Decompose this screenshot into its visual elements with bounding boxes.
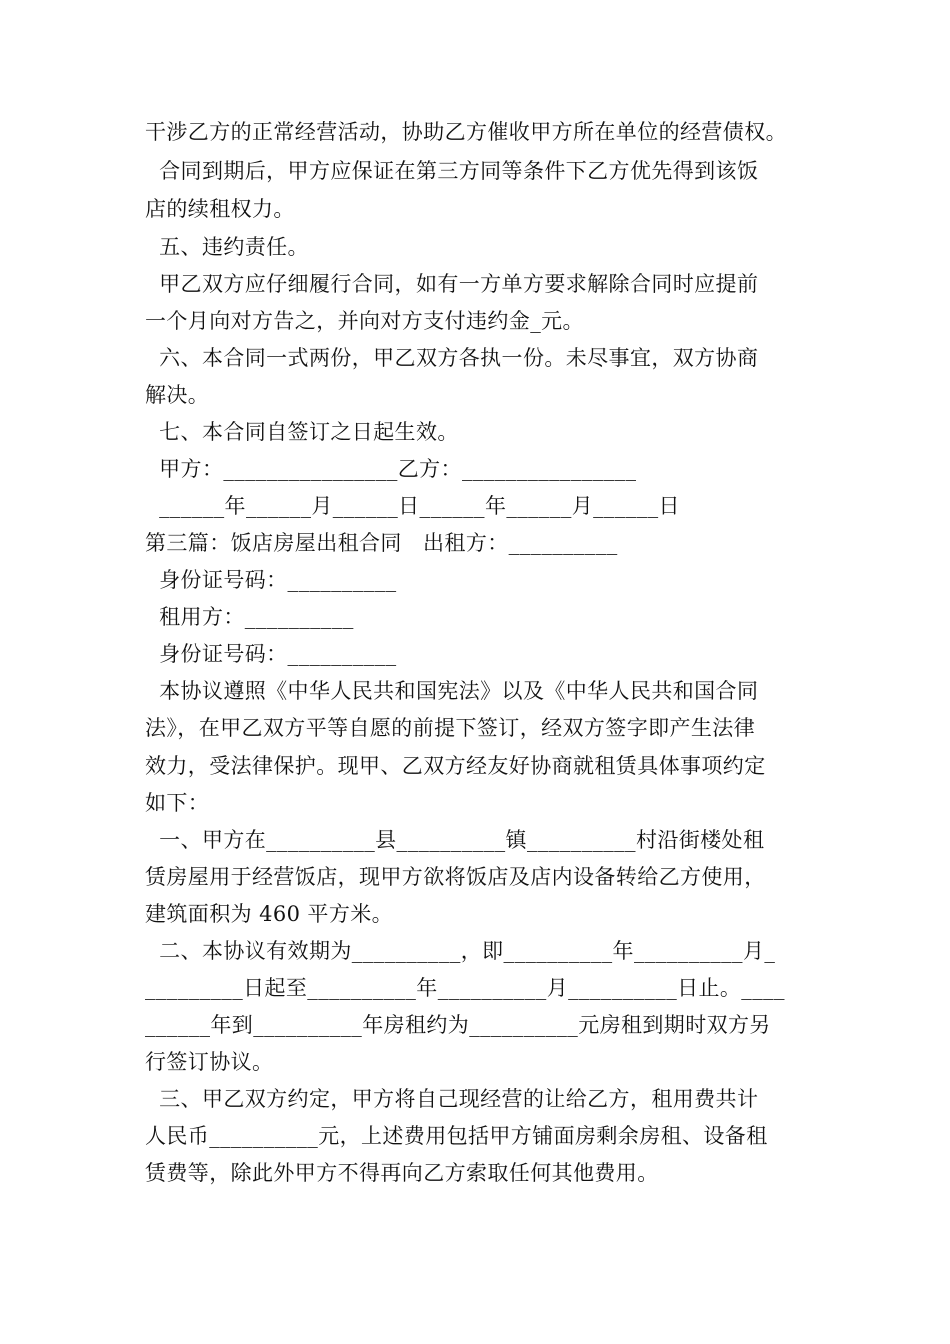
text-line: 如下： <box>145 791 210 815</box>
text-line: ______年到__________年房租约为__________元房租到期时双方另 <box>145 1013 771 1037</box>
text-line: 行签订协议。 <box>145 1050 274 1074</box>
text-line: 干涉乙方的正常经营活动，协助乙方催收甲方所在单位的经营债权。 <box>145 120 787 144</box>
text-line: 七、本合同自签订之日起生效。 <box>145 420 459 444</box>
form-field-line: 身份证号码：__________ <box>145 642 397 666</box>
form-field-line: 租用方：__________ <box>145 605 354 629</box>
text-line: 本协议遵照《中华人民共和国宪法》以及《中华人民共和国合同 <box>145 679 759 703</box>
text-line: _________日起至__________年__________月__________日止。____ <box>145 976 785 1000</box>
text-line: 建筑面积为 460 平方米。 <box>145 902 394 926</box>
text-line: 一、甲方在__________县__________镇__________村沿街楼处租 <box>145 828 765 852</box>
text-line: 赁房屋用于经营饭店，现甲方欲将饭店及店内设备转给乙方使用， <box>145 865 766 889</box>
text-line: 合同到期后，甲方应保证在第三方同等条件下乙方优先得到该饭 <box>145 159 759 183</box>
text-line: 效力，受法律保护。现甲、乙双方经友好协商就租赁具体事项约定 <box>145 754 766 778</box>
text-line: 赁费等，除此外甲方不得再向乙方索取任何其他费用。 <box>145 1161 659 1185</box>
text-line: 三、甲乙双方约定，甲方将自己现经营的让给乙方，租用费共计 <box>145 1087 759 1111</box>
text-line: 一个月向对方告之，并向对方支付违约金_元。 <box>145 309 584 333</box>
date-line: ______年______月______日______年______月______日 <box>145 494 680 518</box>
text-line: 甲乙双方应仔细履行合同，如有一方单方要求解除合同时应提前 <box>145 272 759 296</box>
text-line: 六、本合同一式两份，甲乙双方各执一份。未尽事宜，双方协商 <box>145 346 759 370</box>
text-line: 店的续租权力。 <box>145 197 295 221</box>
text-line: 解决。 <box>145 383 210 407</box>
text-line: 人民币__________元，上述费用包括甲方铺面房剩余房租、设备租 <box>145 1124 768 1148</box>
form-field-line: 身份证号码：__________ <box>145 568 397 592</box>
signature-line: 甲方：________________乙方：________________ <box>145 457 637 481</box>
text-line: 法》，在甲乙双方平等自愿的前提下签订，经双方签字即产生法律 <box>145 716 756 740</box>
section-heading: 五、违约责任。 <box>145 235 309 259</box>
section-title: 第三篇：饭店房屋出租合同 出租方：__________ <box>145 531 618 555</box>
text-line: 二、本协议有效期为__________，即__________年__________月_ <box>145 939 776 963</box>
